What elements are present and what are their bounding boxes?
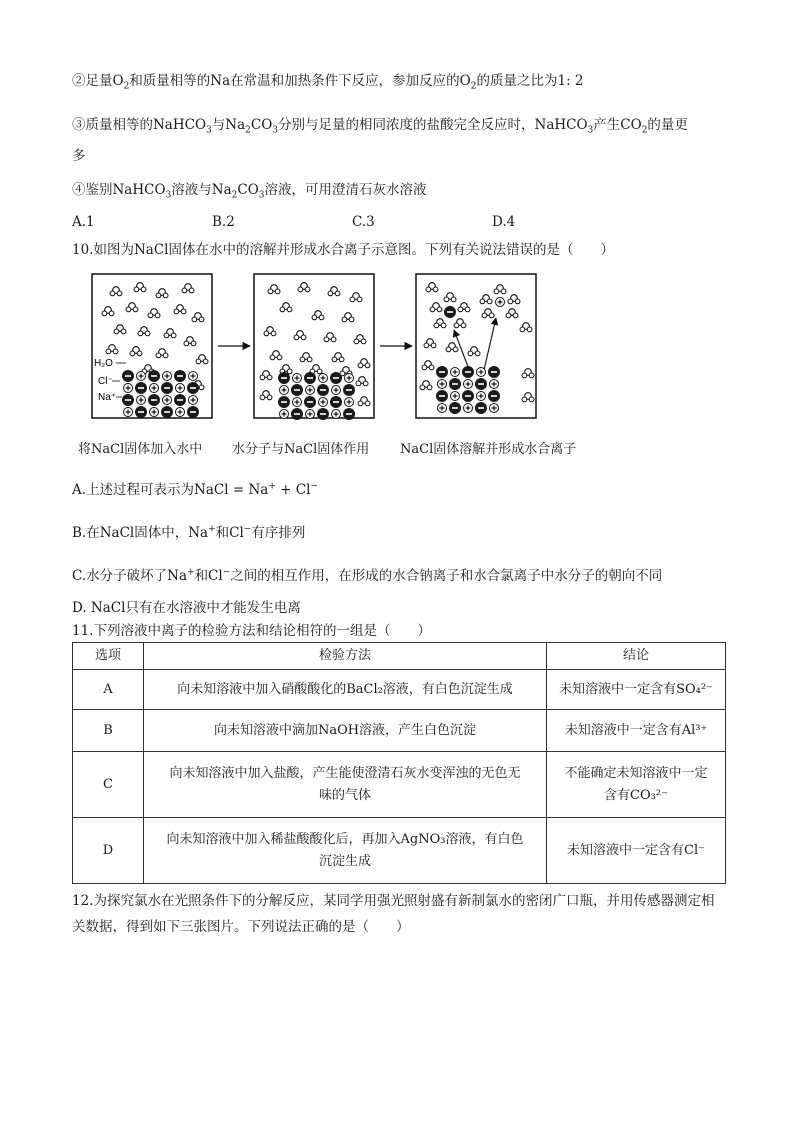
q10-option-c[interactable]: C.水分子破坏了Na+和Cl−之间的相互作用，在形成的水合钠离子和水合氯离子中水分子的朝向不同 (72, 567, 663, 584)
cell-conclusion: 未知溶液中一定含有Al³⁺ (547, 710, 726, 752)
sodium-label: Na⁺ (98, 392, 117, 403)
cell-conclusion: 未知溶液中一定含有Cl⁻ (547, 818, 726, 884)
nacl-dissolution-figure (90, 272, 600, 422)
q10-stem: 10.如图为NaCl固体在水中的溶解并形成水合离子示意图。下列有关说法错误的是（ ） (72, 242, 614, 258)
cell-option: A (73, 670, 144, 710)
q9-option-d[interactable]: D.4 (492, 214, 516, 230)
q12-stem: 12.为探究氯水在光照条件下的分解反应，某同学用强光照射盛有新制氯水的密闭广口瓶，并用传感器测定相关数据，得到如下三张图片。下列说法正确的是（ ） (72, 893, 715, 935)
q9-option-b[interactable]: B.2 (212, 214, 235, 230)
water-label: H₂O (94, 358, 113, 369)
q9-option-a[interactable]: A.1 (72, 214, 95, 230)
caption-panel-2: 水分子与NaCl固体作用 (232, 442, 370, 457)
cell-conclusion: 不能确定未知溶液中一定含有CO₃²⁻ (547, 752, 726, 818)
table-row[interactable] (73, 710, 726, 752)
cell-option: B (73, 710, 144, 752)
header-option: 选项 (73, 643, 144, 670)
cell-option: C (73, 752, 144, 818)
table-row[interactable] (73, 752, 726, 818)
cell-method: 向未知溶液中加入盐酸，产生能使澄清石灰水变浑浊的无色无味的气体 (144, 752, 547, 818)
q9-statement-3-continued: 多 (72, 148, 86, 164)
panel-nacl-added-to-water (92, 274, 212, 418)
chloride-label: Cl⁻ (98, 376, 113, 387)
caption-panel-3: NaCl固体溶解并形成水合离子 (400, 442, 577, 457)
q10-option-a[interactable]: A.上述过程可表示为NaCl = Na+ + Cl− (72, 481, 318, 498)
q9-statement-4: ④鉴别NaHCO$_3$溶液与$Na_2CO_3$溶液，可用澄清石灰水溶液 (72, 182, 427, 201)
cell-method: 向未知溶液中滴加NaOH溶液，产生白色沉淀 (144, 710, 547, 752)
q11-table (72, 642, 726, 884)
header-conclusion: 结论 (547, 643, 726, 670)
cell-option: D (73, 818, 144, 884)
cell-conclusion: 未知溶液中一定含有SO₄²⁻ (547, 670, 726, 710)
q9-option-c[interactable]: C.3 (352, 214, 375, 230)
q9-statement-3: ③质量相等的NaHCO$_3$与$Na_2CO_3$分别与足量的相同浓度的盐酸完全反应时，NaHCO$_3$产生$CO_2$的量更 (72, 117, 688, 136)
panel-hydrated-ions-formed (416, 274, 536, 418)
panel-water-interacts-with-nacl (254, 274, 374, 420)
cell-method: 向未知溶液中加入稀盐酸酸化后，再加入AgNO₃溶液，有白色沉淀生成 (144, 818, 547, 884)
q9-statement-2: ②足量$O_2$和质量相等的Na在常温和加热条件下反应，参加反应的$O_2$的质量之比为1: 2 (72, 73, 584, 92)
q10-option-d[interactable]: D. NaCl只有在水溶液中才能发生电离 (72, 600, 301, 616)
caption-panel-1: 将NaCl固体加入水中 (78, 442, 203, 457)
q9-options (72, 214, 592, 234)
cell-method: 向未知溶液中加入硝酸酸化的BaCl₂溶液，有白色沉淀生成 (144, 670, 547, 710)
table-row[interactable] (73, 670, 726, 710)
q10-option-b[interactable]: B.在NaCl固体中，Na+和Cl−有序排列 (72, 524, 306, 541)
table-header-row (73, 643, 726, 670)
table-row[interactable] (73, 818, 726, 884)
header-method: 检验方法 (144, 643, 547, 670)
q11-stem: 11.下列溶液中离子的检验方法和结论相符的一组是（ ） (72, 623, 431, 639)
